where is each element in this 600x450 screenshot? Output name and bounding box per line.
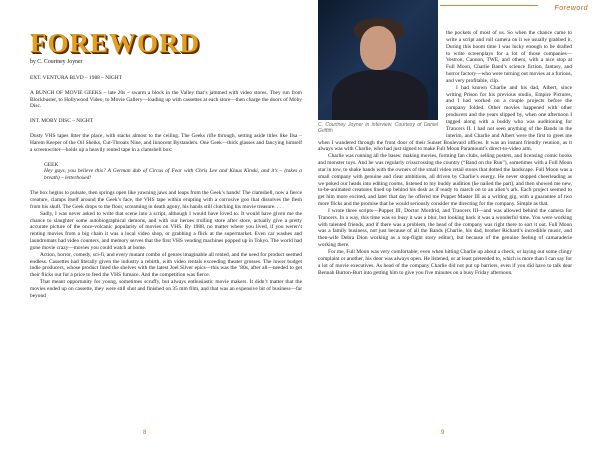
photo-caption-text: C. Courtney Joyner in interview. Courtesy of Daniel Griffith: [318, 122, 438, 134]
left-page: [30, 30, 302, 300]
byline: by C. Courtney Joyner: [30, 59, 83, 65]
photo-face: [360, 26, 396, 70]
photo-caption: [318, 122, 438, 134]
left-paragraph: Action, horror, comedy, sci-fi, and every mutant combo of genres imaginable all rented, and the need for product seemed endless. Cassettes had literally given the industry a rebirth, with video rentals exceeding theater grosses. The lower budget indie producers, whose product lined the shelves with the latest Joel Silver epics—this was the ’80s, after all—needed to get their flicks out for a price to feed the VHS furnace. And the competition was fierce.: [30, 251, 302, 279]
author-photo: [318, 0, 438, 120]
left-paragraph: EXT. VENTURA BLVD – 1988 – NIGHT: [30, 74, 122, 81]
left-paragraph: The box begins to pulsate, then springs open like yawning jaws and leaps from the Geek’s hands! The clamshell, now a fierce creature, clamps itself around the Geek’s face, the VHS tape within erupting with a corrosive goo that dissolves the flesh from his skull. The Geek drops to the floor, screaming in death agony, his hands still clutching his movie treasure. . . .: [30, 190, 302, 210]
left-paragraph: GEEK: [44, 161, 59, 168]
running-head: Foreword: [554, 5, 588, 12]
left-body: [30, 75, 302, 300]
right-paragraph: I wrote three scripts—Puppet III, Doctor Mordrid, and Trancers III—and was allowed behind the camera for Trancers. In a way, this time was so busy it was a blur, but looking back it was a wonderful time. You were working with talented friends, and if there was a problem, the head of the company was right there to sort it out. Full Moon was a family business, not just because of all the Bands (Charlie, his dad, brother Richard’s incredible music, and then-wife Debra Dion working as a top-flight story editor), but because of the genuine feeling of camaraderie working there.: [318, 207, 572, 249]
page-number-left: 8: [143, 430, 147, 436]
right-paragraph: For me, Full Moon was very comfortable; even when hitting Charlie up about a check, or laying out some clingy complaint or another, his door was always open. He listened, or at least pretended to, which is more than I can say for a lot of movie executives. As head of the company Charlie did not put up barriers, even if you did have to talk dear Bennah Burton-Burt into getting him to give you five minutes on a busy Friday afternoon.: [318, 249, 572, 276]
left-paragraph: Sadly, I was never asked to write that scene into a script, although I would have loved to. It would have given me the chance to slaughter some autobiographical demons, and with our heroes trolling store after store, actually give a pretty accurate picture of the once-volcanic popularity of movies on VHS. By 1988, no matter where you lived, if you weren’t renting movies from a big chain it was a local video shop, or grabbing a flick at the supermarket. Even car washes and laundromats had video counters, and memory serves that the first VHS vending machines popped up in Tokyo. The world had gone movie crazy—movies you could watch at home.: [30, 210, 302, 251]
photo-shoulders: [332, 70, 428, 120]
left-paragraph: That meant opportunity for young, sometimes scruffy, but always enthusiastic movie makers. It didn’t matter that the movies ended up on cassette, they were still shot and finished on 35 mm film, and that was an expensive bit of business—far beyond: [30, 279, 302, 299]
right-paragraph: I had known Charlie and his dad, Albert, since writing Prison for his previous studio, Empire Pictures, and I had worked on a couple projects before the company folded. Other movies happened with other producers and the years slipped by, when one afternoon I tagged along with a buddy who was auditioning for Trancers II. I had not seen anything of the Bands in the interim, and Charlie and Albert were the first to greet me when I wandered through the front door of their Sunset Boulevard offices. It was an instant friendly reunion, as it always was with Charlie, who had just signed to make Full Moon Paramount’s direct-to-video arm.: [318, 84, 572, 153]
left-paragraph: INT. MOBY DISC – NIGHT: [30, 118, 94, 125]
left-paragraph: A BUNCH OF MOVIE GEEKS – late 20s – swarm a block in the Valley that’s jammed with video stores. They run from Blockbuster, to Hollywood Video, to Movie Gallery—loading up with cassettes at each store—then charge the doors of Moby Disc.: [30, 89, 302, 110]
left-paragraph: Hey guys, you believe this? A German dub of Circus of Fear with Chris Lee and Klaus Kinski, and it’s – (takes a breath) – letterboxed!: [44, 168, 302, 182]
right-paragraph: the pockets of most of us. So when the chance came to write a script and roll camera on it we usually grabbed it. During this boom time I was lucky enough to be drafted to write screenplays for a lot of those companies—Vestron, Cannon, TWE, and others, with a nice stop at Full Moon, Charlie Band’s science fiction, fantasy, and horror factory—who were turning out movies at a furious, and very profitable, clip.: [446, 30, 572, 84]
right-paragraph: Charlie was running all the bases: making movies, forming fan clubs, selling posters, and licensing comic books and monster toys. And he was regularly crisscrossing the country (“Band on the Run”), sometimes with a Full Moon star in tow, to shake hands with the owners of the small video retail stores that dotted the landscape. Full Moon was a small company with genuine and clear ambitions, all driven by Charlie’s energy. He never stopped cheerleading as we poked our heads into editing rooms, listened to my buddy audition (he nailed the part), and then showed me new, to-be-animated creatures lined up behind his desk as if ready to march on to an alien’s ark. Each project seemed to get him more excited, and later that day he offered me Puppet Master III as a writing gig, with a guarantee of two more flicks and the promise that he would seriously consider me directing for the company. Simple as that.: [318, 153, 572, 208]
page-title: FOREWORD: [30, 28, 200, 58]
left-paragraph: Dusty VHS tapes litter the place, with stacks almost to the ceiling. The Geeks rifle through, setting aside titles like Ilsa – Harem Keeper of the Oil Sheiks, Cut-Throats Nine, and Innocent Bystanders. One Geek—thick glasses and fancying himself a screenwriter—holds up a heavily rented tape in a clamshell box:: [30, 133, 302, 153]
header-rule: [440, 5, 538, 6]
right-page: [318, 30, 572, 276]
page-number-right: 9: [441, 430, 445, 436]
